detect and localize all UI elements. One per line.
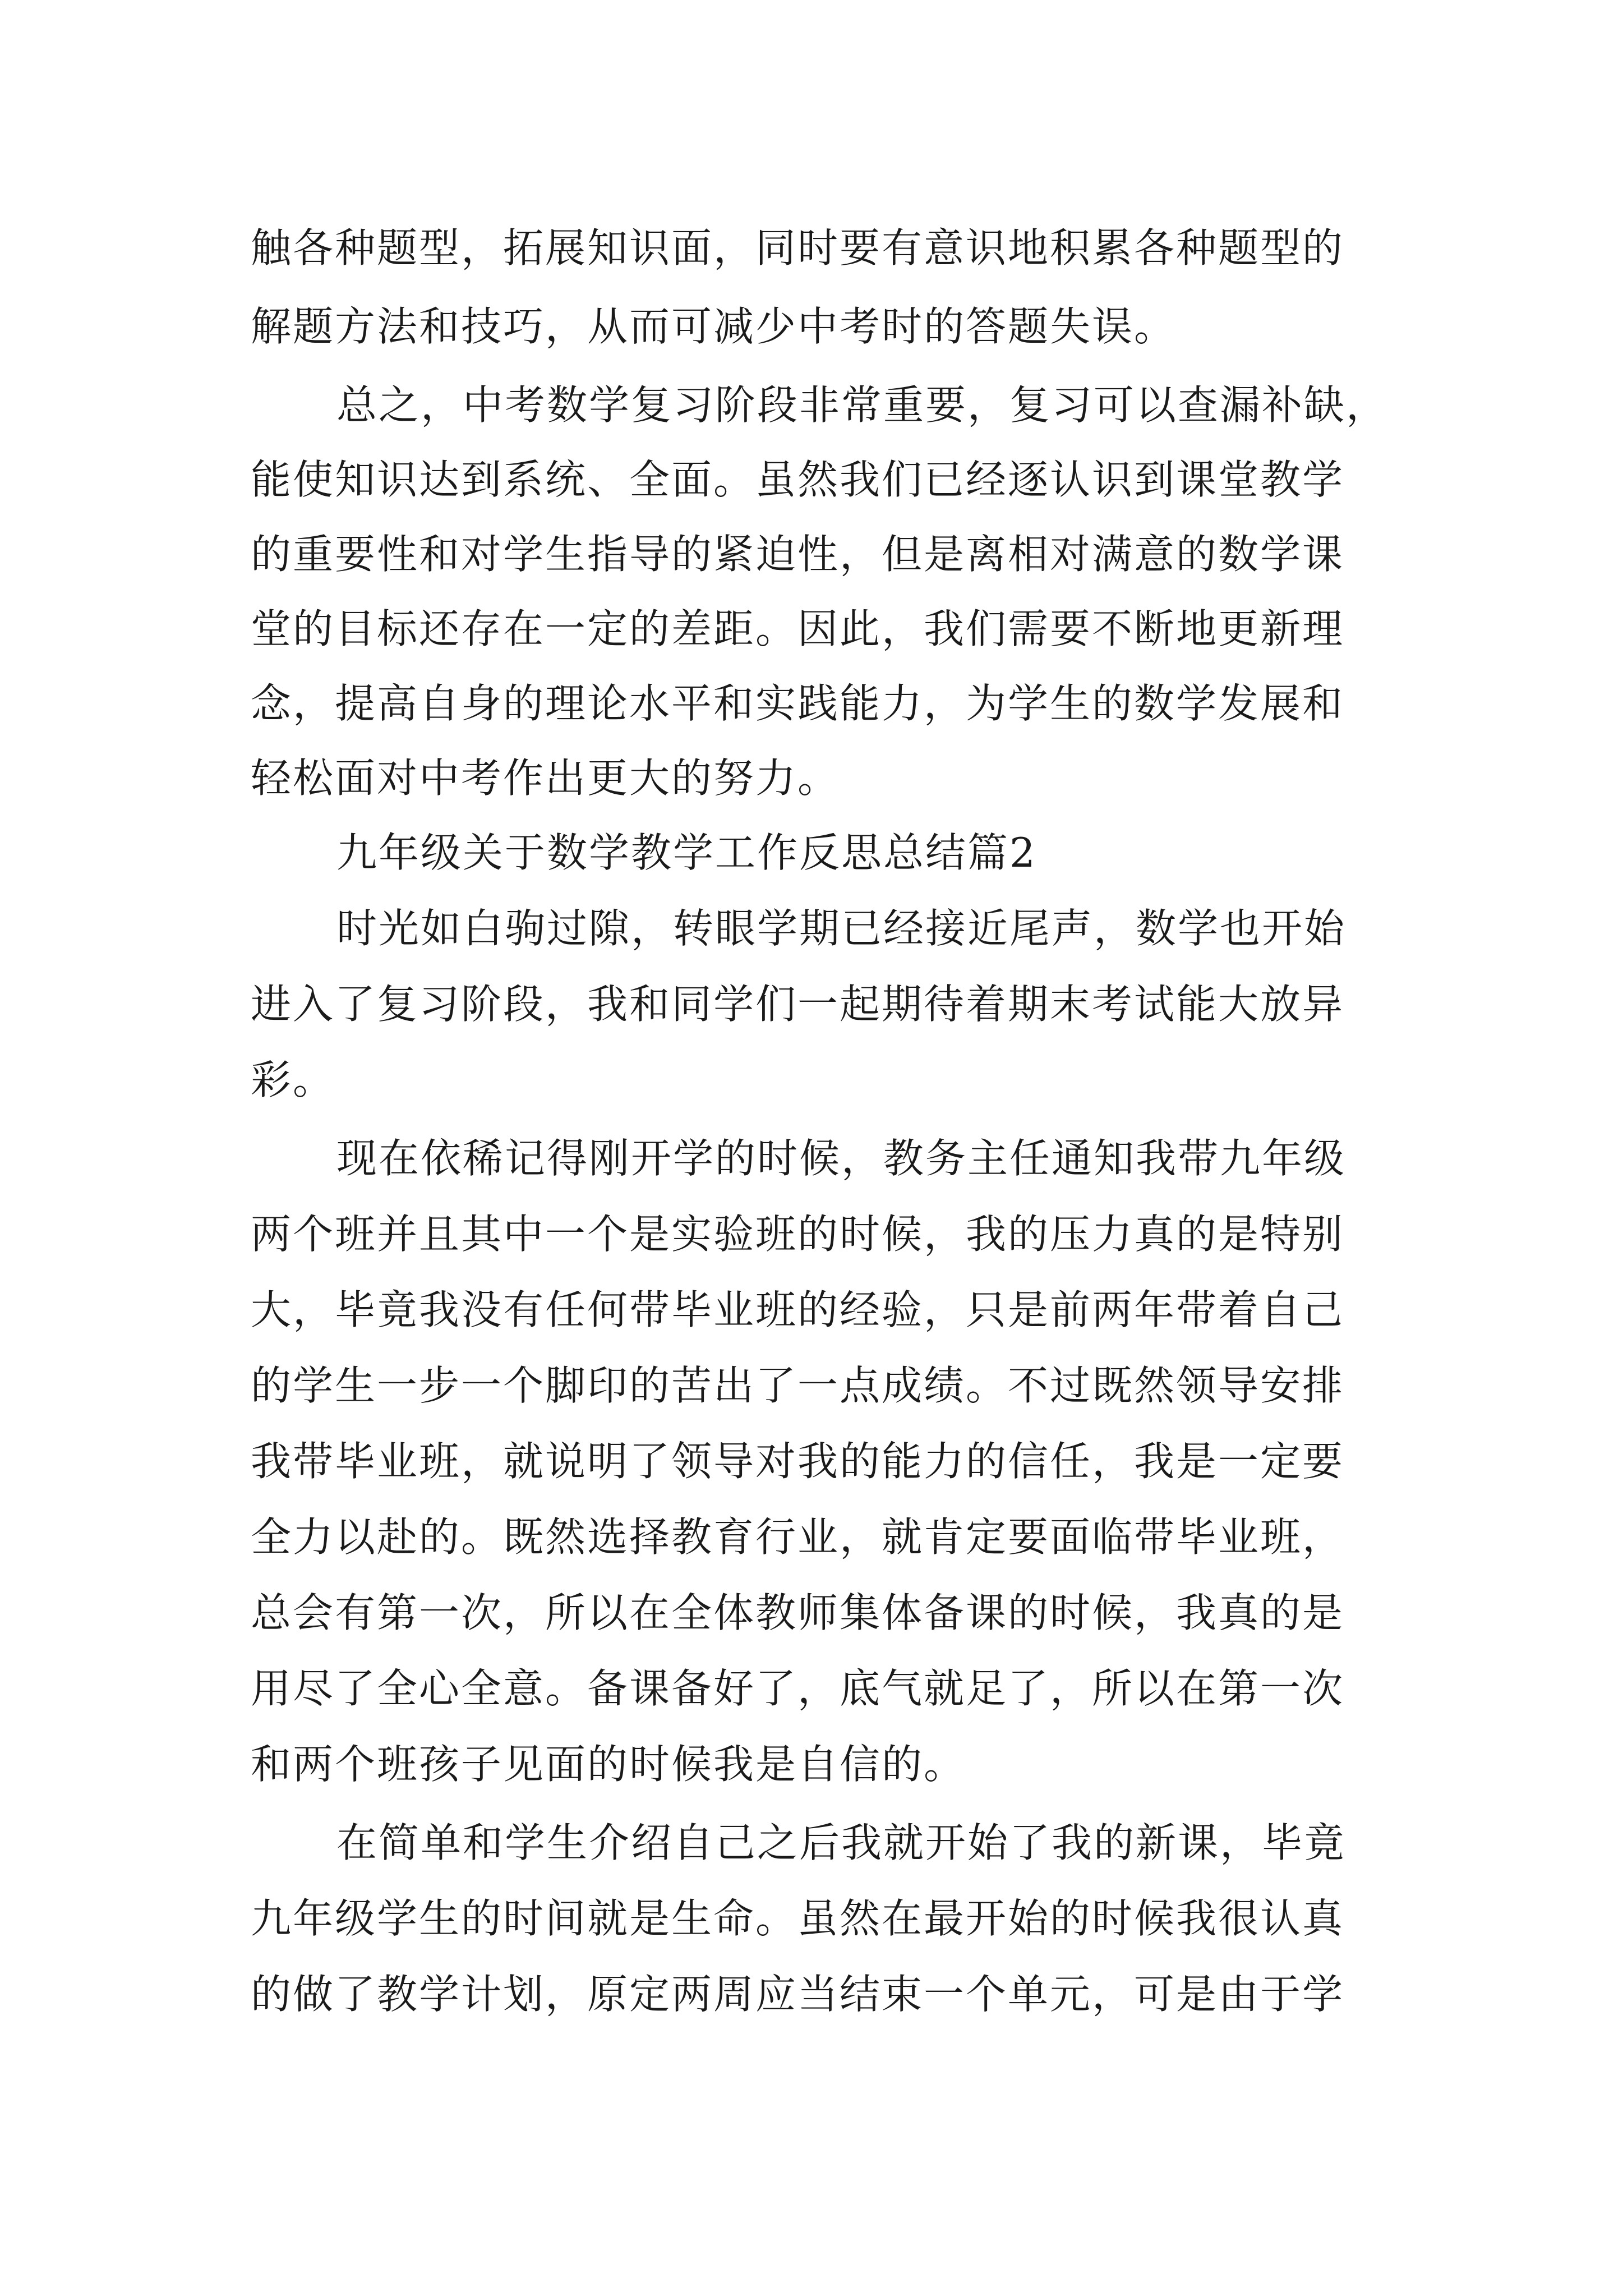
text-line: 触各种题型，拓展知识面，同时要有意识地积累各种题型的	[251, 224, 1345, 272]
text-line: 和两个班孩子见面的时候我是自信的。	[251, 1741, 966, 1788]
text-line: 轻松面对中考作出更大的努力。	[251, 754, 840, 802]
text-line: 堂的目标还存在一定的差距。因此，我们需要不断地更新理	[251, 605, 1345, 652]
paragraph-first-line: 总之，中考数学复习阶段非常重要，复习可以查漏补缺，	[336, 381, 1389, 429]
text-line: 的做了教学计划，原定两周应当结束一个单元，可是由于学	[251, 1971, 1345, 2018]
section-heading: 九年级关于数学教学工作反思总结篇2	[336, 829, 1037, 876]
text-line: 解题方法和技巧，从而可减少中考时的答题失误。	[251, 303, 1177, 350]
text-line: 两个班并且其中一个是实验班的时候，我的压力真的是特别	[251, 1211, 1345, 1258]
text-line: 进入了复习阶段，我和同学们一起期待着期末考试能大放异	[251, 981, 1345, 1028]
text-line: 彩。	[251, 1056, 335, 1103]
paragraph-first-line: 在简单和学生介绍自己之后我就开始了我的新课，毕竟	[336, 1819, 1347, 1866]
text-line: 总会有第一次，所以在全体教师集体备课的时候，我真的是	[251, 1589, 1345, 1636]
text-line: 全力以赴的。既然选择教育行业，就肯定要面临带毕业班，	[251, 1513, 1345, 1561]
text-line: 能使知识达到系统、全面。虽然我们已经逐认识到课堂教学	[251, 456, 1345, 503]
text-line: 的重要性和对学生指导的紧迫性，但是离相对满意的数学课	[251, 531, 1345, 578]
text-line: 我带毕业班，就说明了领导对我的能力的信任，我是一定要	[251, 1438, 1345, 1485]
text-line: 用尽了全心全意。备课备好了，底气就足了，所以在第一次	[251, 1665, 1345, 1712]
paragraph-first-line: 时光如白驹过隙，转眼学期已经接近尾声，数学也开始	[336, 905, 1347, 952]
paragraph-first-line: 现在依稀记得刚开学的时候，教务主任通知我带九年级	[336, 1135, 1347, 1182]
text-line: 大，毕竟我没有任何带毕业班的经验，只是前两年带着自己	[251, 1286, 1345, 1333]
text-line: 念，提高自身的理论水平和实践能力，为学生的数学发展和	[251, 680, 1345, 727]
text-line: 九年级学生的时间就是生命。虽然在最开始的时候我很认真	[251, 1895, 1345, 1942]
text-line: 的学生一步一个脚印的苦出了一点成绩。不过既然领导安排	[251, 1362, 1345, 1409]
